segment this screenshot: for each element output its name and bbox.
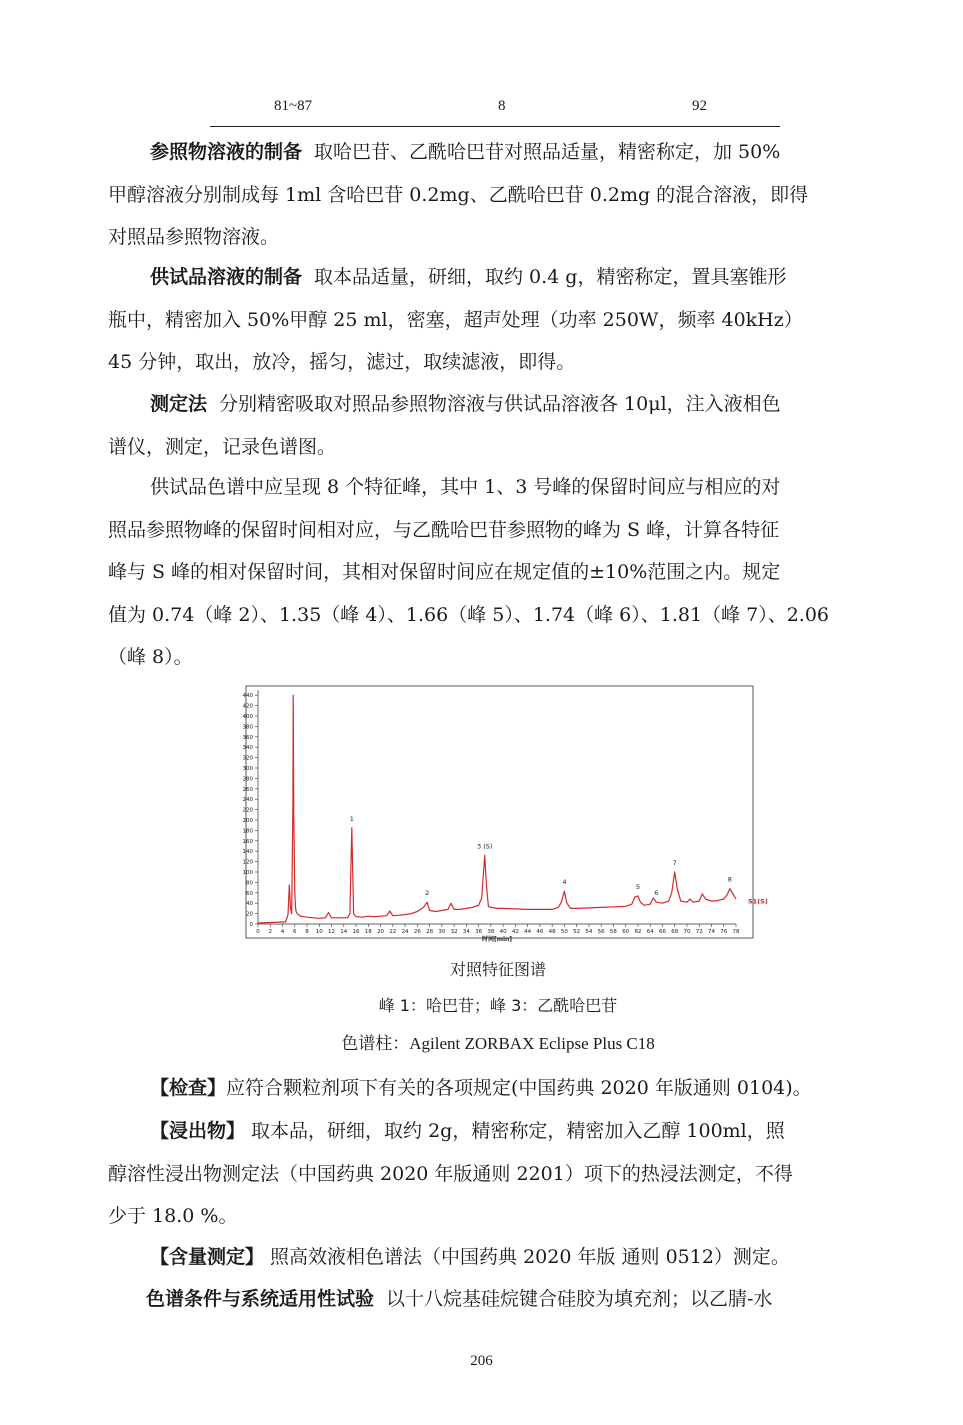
x-tick-label: 36 — [475, 929, 483, 935]
paragraph-method — [108, 383, 860, 468]
y-tick-label: 220 — [242, 807, 253, 814]
table-cell: 92 — [692, 98, 707, 114]
x-tick-label: 0 — [256, 929, 260, 935]
series-legend-label: S1(S) — [748, 897, 768, 906]
text: 以十八烷基硅烷键合硅胶为填充剂；以乙腈-水 — [386, 1288, 773, 1310]
section-heading: 【含量测定】 — [150, 1246, 265, 1268]
figure-caption: 对照特征图谱 — [449, 960, 546, 979]
x-tick-label: 68 — [671, 929, 679, 935]
y-tick-label: 0 — [249, 922, 253, 928]
y-tick-label: 320 — [242, 755, 253, 762]
x-tick-label: 70 — [683, 929, 691, 935]
x-tick-label: 50 — [560, 929, 568, 935]
paragraph-line: 谱仪，测定，记录色谱图。 — [108, 435, 337, 458]
x-tick-label: 28 — [426, 929, 434, 935]
text: 取本品，研细，取约 2g，精密称定，精密加入乙醇 100ml，照 — [245, 1120, 785, 1142]
section-heading: 供试品溶液的制备 — [150, 266, 303, 288]
x-tick-label: 64 — [646, 929, 654, 935]
paragraph-assay — [108, 1236, 860, 1279]
figure-column-note: 色谱柱：Agilent ZORBAX Eclipse Plus C18 — [341, 1034, 655, 1053]
chart-frame — [246, 686, 753, 938]
x-tick-label: 60 — [622, 929, 630, 935]
paragraph-line — [108, 1236, 860, 1279]
paragraph-line: （峰 8）。 — [108, 646, 193, 668]
paragraph-line: 对照品参照物溶液。 — [108, 226, 280, 248]
y-tick-label: 420 — [242, 703, 253, 710]
y-tick-label: 380 — [242, 724, 253, 731]
y-tick-label: 360 — [242, 734, 253, 741]
section-heading: 【检查】 — [150, 1077, 227, 1099]
x-tick-label: 22 — [389, 929, 397, 935]
table-row — [210, 96, 780, 126]
x-tick-label: 56 — [597, 929, 605, 935]
x-tick-label: 66 — [658, 929, 666, 935]
y-tick-label: 40 — [246, 901, 253, 908]
peak-label: 6 — [654, 889, 659, 898]
x-tick-label: 40 — [499, 929, 507, 935]
text: 分别精密吸取对照品参照物溶液与供试品溶液各 10μl，注入液相色 — [219, 393, 781, 415]
x-tick-label: 44 — [524, 929, 532, 935]
text: 取本品适量，研细，取约 0.4 g，精密称定，置具塞锥形 — [314, 266, 787, 288]
page-number: 206 — [470, 1353, 493, 1369]
y-tick-label: 160 — [242, 838, 253, 845]
y-tick-label: 260 — [242, 786, 253, 793]
paragraph-line: 峰与 S 峰的相对保留时间，其相对保留时间应在规定值的±10%范围之内。规定 — [108, 561, 781, 583]
x-tick-label: 20 — [377, 929, 385, 935]
paragraph-reference-prep — [108, 131, 860, 259]
peak-label: 1 — [349, 814, 354, 823]
x-tick-label: 42 — [511, 929, 519, 935]
x-tick-label: 10 — [315, 929, 323, 935]
peak-label: 2 — [425, 889, 430, 898]
x-tick-label: 26 — [413, 929, 421, 935]
peak-label: 7 — [672, 859, 677, 867]
paragraph-specification — [108, 466, 860, 679]
y-tick-label: 180 — [242, 828, 253, 835]
x-tick-label: 76 — [720, 929, 728, 935]
paragraph-line: 供试品色谱中应呈现 8 个特征峰，其中 1、3 号峰的保留时间应与相应的对 — [150, 476, 781, 498]
y-tick-label: 400 — [242, 714, 253, 720]
y-tick-label: 200 — [242, 818, 253, 824]
paragraph-line: 瓶中，精密加入 50%甲醇 25 ml，密塞，超声处理（功率 250W，频率 40kHz） — [108, 308, 803, 331]
y-tick-label: 80 — [246, 880, 253, 887]
paragraph-line — [108, 383, 860, 426]
x-tick-label: 2 — [268, 929, 273, 935]
x-axis-label: 时间[min] — [481, 936, 513, 943]
y-tick-label: 60 — [246, 890, 253, 897]
paragraph-line — [108, 131, 860, 174]
y-tick-label: 20 — [246, 911, 253, 918]
y-tick-label: 440 — [242, 693, 253, 700]
paragraph-line: 值为 0.74（峰 2）、1.35（峰 4）、1.66（峰 5）、1.74（峰 6）、1.81（峰 7）、2.06 — [108, 603, 830, 626]
x-tick-label: 34 — [462, 929, 470, 935]
x-tick-label: 6 — [293, 929, 297, 935]
x-tick-label: 74 — [707, 929, 715, 935]
paragraph-sample-prep — [108, 256, 860, 384]
x-tick-label: 18 — [364, 929, 372, 935]
paragraph-line: 照品参照物峰的保留时间相对应，与乙酰哈巴苷参照物的峰为 S 峰，计算各特征 — [108, 518, 780, 541]
peak-label: 8 — [727, 875, 732, 884]
table-cell: 81~87 — [274, 98, 313, 114]
text: 照高效液相色谱法（中国药典 2020 年版 通则 0512）测定。 — [264, 1246, 790, 1268]
x-tick-label: 58 — [609, 929, 617, 935]
x-tick-label: 62 — [634, 929, 642, 935]
paragraph-line: 少于 18.0 %。 — [108, 1205, 238, 1227]
paragraph-line — [108, 256, 860, 299]
paragraph-line: 45 分钟，取出，放冷，摇匀，滤过，取续滤液，即得。 — [108, 351, 576, 373]
paragraph-line: 甲醇溶液分别制成每 1ml 含哈巴苷 0.2mg、乙酰哈巴苷 0.2mg 的混合溶液，即得 — [108, 183, 809, 206]
paragraph-inspection — [108, 1067, 898, 1110]
x-tick-label: 14 — [340, 929, 348, 935]
paragraph-extract — [108, 1110, 860, 1238]
section-heading: 参照物溶液的制备 — [150, 141, 303, 163]
y-tick-label: 140 — [242, 849, 253, 856]
text: 取哈巴苷、乙酰哈巴苷对照品适量，精密称定，加 50% — [314, 141, 781, 163]
section-heading: 色谱条件与系统适用性试验 — [146, 1288, 375, 1310]
x-tick-label: 38 — [487, 929, 495, 935]
x-tick-label: 46 — [536, 929, 544, 935]
x-tick-label: 52 — [573, 929, 581, 935]
chromatogram-chart — [226, 684, 768, 946]
paragraph-line — [108, 1278, 860, 1321]
peak-label: 5 — [635, 882, 641, 891]
figure-peaks-note: 峰 1：哈巴苷；峰 3：乙酰哈巴苷 — [378, 996, 618, 1015]
x-tick-label: 4 — [280, 929, 285, 935]
x-tick-label: 8 — [305, 929, 309, 935]
y-tick-label: 280 — [242, 776, 253, 783]
x-tick-label: 72 — [695, 929, 703, 935]
table-cell: 8 — [498, 98, 506, 114]
paragraph-line — [108, 1110, 860, 1153]
paragraph-line — [108, 1067, 898, 1110]
y-tick-label: 300 — [242, 766, 253, 772]
x-tick-label: 48 — [548, 929, 556, 935]
y-tick-label: 100 — [242, 870, 253, 876]
table-bottom-rule — [210, 126, 780, 127]
peak-label: 3 (S) — [477, 842, 493, 851]
x-tick-label: 24 — [401, 929, 409, 935]
x-tick-label: 54 — [585, 929, 593, 935]
series-line — [258, 695, 736, 923]
peak-label: 4 — [562, 878, 567, 887]
text: 应符合颗粒剂项下有关的各项规定(中国药典 2020 年版通则 0104)。 — [226, 1077, 812, 1099]
x-tick-label: 78 — [732, 929, 740, 935]
paragraph-line: 醇溶性浸出物测定法（中国药典 2020 年版通则 2201）项下的热浸法测定，不得 — [108, 1162, 793, 1185]
x-tick-label: 32 — [450, 929, 458, 935]
y-tick-label: 340 — [242, 745, 253, 752]
x-tick-label: 16 — [352, 929, 360, 935]
paragraph-conditions — [108, 1278, 860, 1321]
y-tick-label: 120 — [242, 859, 253, 866]
section-heading: 测定法 — [150, 393, 208, 415]
x-tick-label: 12 — [328, 929, 336, 935]
section-heading: 【浸出物】 — [150, 1120, 246, 1142]
y-tick-label: 240 — [242, 797, 253, 804]
x-tick-label: 30 — [438, 929, 446, 935]
